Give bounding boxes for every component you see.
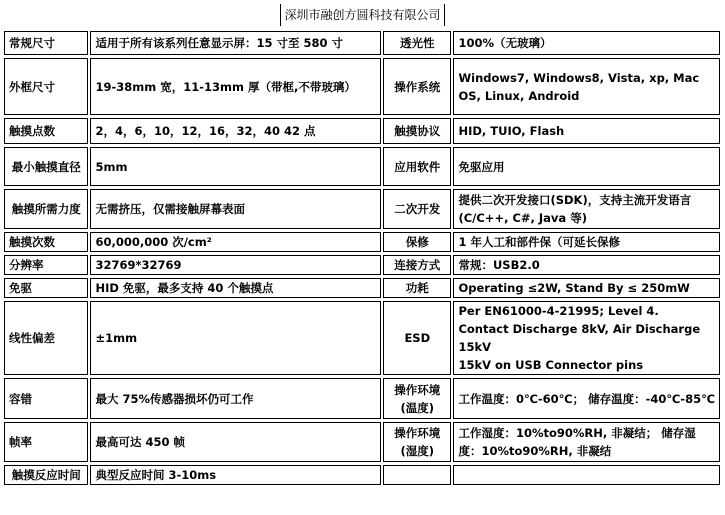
spec-value: 19-38mm 宽，11-13mm 厚（带框,不带玻璃） [90,58,381,115]
spec-key: 功耗 [383,278,451,298]
spec-value [453,301,720,375]
spec-value [453,465,720,485]
spec-key [383,465,451,485]
spec-key: 分辨率 [4,255,88,275]
spec-key [383,422,451,462]
spec-key: 触摸点数 [4,118,88,144]
spec-value: 5mm [90,147,381,186]
spec-value: 免驱应用 [453,147,720,186]
spec-key: 二次开发 [383,189,451,229]
spec-key: 应用软件 [383,147,451,186]
spec-value: 典型反应时间 3-10ms [90,465,381,485]
spec-key: 操作系统 [383,58,451,115]
spec-value: 2，4，6，10，12，16，32，40 42 点 [90,118,381,144]
spec-key-line: 操作环境 [394,426,441,440]
spec-value: 最大 75%传感器损坏仍可工作 [90,378,381,419]
page-title: 深圳市融创方圆科技有限公司 [0,4,725,26]
table-row [4,31,720,55]
table-row [4,58,720,115]
table-row [4,118,720,144]
spec-key: 容错 [4,378,88,419]
spec-value: ±1mm [90,301,381,375]
spec-value: HID, TUIO, Flash [453,118,720,144]
spec-key: 帧率 [4,422,88,462]
table-row [4,278,720,298]
spec-key: 保修 [383,232,451,252]
spec-value: 适用于所有该系列任意显示屏：15 寸至 580 寸 [90,31,381,55]
spec-value: Windows7, Windows8, Vista, xp, Mac OS, Linux, Android [453,58,720,115]
spec-key: 触摸协议 [383,118,451,144]
spec-value: 最高可达 450 帧 [90,422,381,462]
spec-key-line: 操作环境 [394,382,441,397]
spec-key: 透光性 [383,31,451,55]
spec-key: 免驱 [4,278,88,298]
spec-value-line: 15kV on USB Connector pins [458,358,644,372]
spec-key: 连接方式 [383,255,451,275]
spec-value-line: Contact Discharge 8kV, Air Discharge 15kV [458,322,701,354]
spec-value: 工作温度：0℃-60℃； 储存温度：-40℃-85℃ [453,378,720,419]
spec-value: 32769*32769 [90,255,381,275]
table-row [4,255,720,275]
spec-key: 常规尺寸 [4,31,88,55]
spec-key [383,378,451,419]
spec-value: HID 免驱，最多支持 40 个触摸点 [90,278,381,298]
spec-key: 触摸次数 [4,232,88,252]
table-row [4,301,720,375]
table-row [4,465,720,485]
spec-value: 常规：USB2.0 [453,255,720,275]
spec-table [2,28,722,488]
spec-key: 触摸反应时间 [4,465,88,485]
spec-value: 1 年人工和部件保（可延长保修 [453,232,720,252]
spec-value: 工作湿度：10%to90%RH, 非凝结； 储存湿度：10%to90%RH, 非凝结 [453,422,720,462]
spec-value: Operating ≤2W, Stand By ≤ 250mW [453,278,720,298]
spec-key: ESD [383,301,451,375]
spec-value: 60,000,000 次/cm² [90,232,381,252]
table-row [4,232,720,252]
table-row [4,422,720,462]
table-row [4,378,720,419]
spec-value: 100%（无玻璃） [453,31,720,55]
spec-key: 触摸所需力度 [4,189,88,229]
spec-key: 线性偏差 [4,301,88,375]
spec-key-line: (温度) [400,400,435,415]
table-row [4,189,720,229]
table-row [4,147,720,186]
spec-value: 无需挤压，仅需接触屏幕表面 [90,189,381,229]
spec-value-line: Per EN61000-4-21995; Level 4. [458,304,659,318]
spec-key: 最小触摸直径 [4,147,88,186]
spec-value: 提供二次开发接口(SDK)，支持主流开发语言(C/C++, C#, Java 等) [453,189,720,229]
spec-key: 外框尺寸 [4,58,88,115]
spec-key-line: (湿度) [400,444,435,458]
